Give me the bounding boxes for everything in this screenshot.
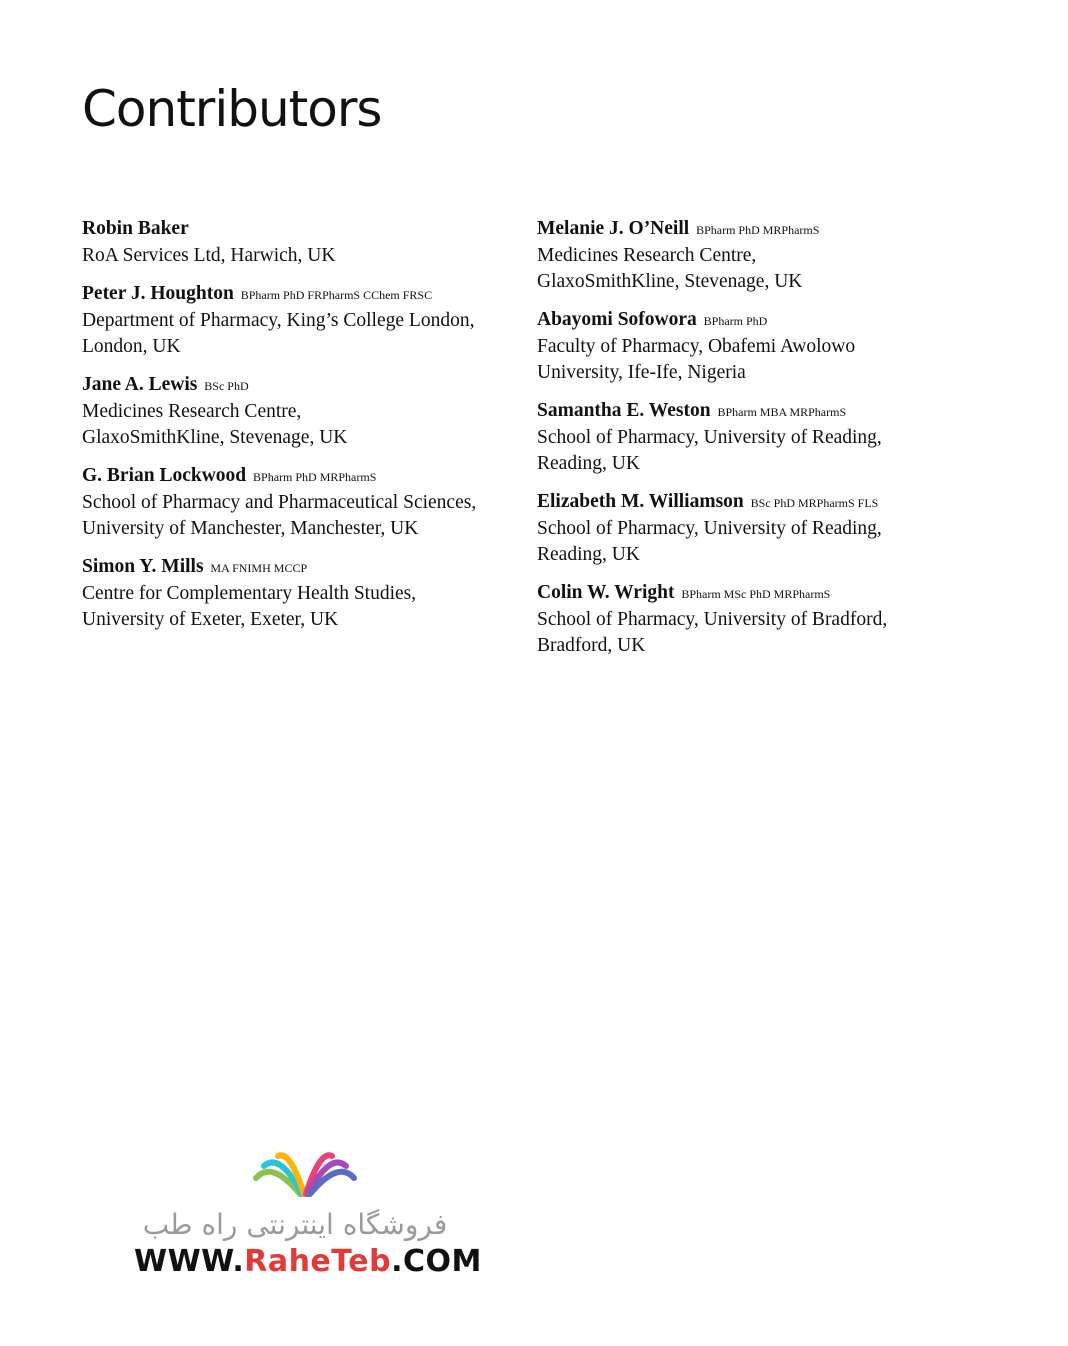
contributor-entry (537, 489, 977, 568)
contributor-affiliation: School of Pharmacy, University of Bradford, (537, 609, 888, 630)
contributor-affiliation: GlaxoSmithKline, Stevenage, UK (537, 271, 803, 292)
contributor-affiliation: GlaxoSmithKline, Stevenage, UK (82, 427, 348, 448)
contributor-qualifications: MA FNIMH MCCP (210, 561, 308, 575)
contributors-right-column (537, 216, 977, 671)
contributor-qualifications: BSc PhD MRPharmS FLS (750, 496, 879, 510)
contributor-entry (537, 580, 977, 659)
contributor-affiliation: Department of Pharmacy, King’s College London, (82, 310, 475, 331)
contributor-qualifications: BPharm MSc PhD MRPharmS (681, 587, 831, 601)
contributor-entry (537, 307, 977, 386)
contributor-affiliation: London, UK (82, 336, 181, 357)
contributor-qualifications: BPharm PhD FRPharmS CChem FRSC (240, 288, 433, 302)
contributor-affiliation: University of Manchester, Manchester, UK (82, 518, 419, 539)
open-book-icon (250, 1148, 360, 1200)
contributor-affiliation: Medicines Research Centre, (82, 401, 302, 422)
contributor-affiliation: Centre for Complementary Health Studies, (82, 583, 417, 604)
watermark-url-brand: RaheTeb (244, 1244, 392, 1279)
contributor-entry (537, 398, 977, 477)
watermark-url-prefix: WWW. (134, 1244, 245, 1279)
contributor-name: Simon Y. Mills (82, 556, 204, 577)
contributor-affiliation: School of Pharmacy, University of Reading, (537, 518, 882, 539)
contributor-qualifications: BPharm PhD MRPharmS (696, 223, 820, 237)
contributor-entry (82, 372, 522, 451)
contributor-qualifications: BPharm MBA MRPharmS (717, 405, 847, 419)
contributor-qualifications: BPharm PhD MRPharmS (253, 470, 377, 484)
contributor-name: Samantha E. Weston (537, 400, 711, 421)
watermark-url-suffix: .COM (391, 1244, 482, 1279)
contributor-affiliation: Medicines Research Centre, (537, 245, 757, 266)
contributor-name: Peter J. Houghton (82, 283, 234, 304)
contributor-name: Robin Baker (82, 218, 189, 239)
contributor-entry (82, 281, 522, 360)
watermark-persian-text: فروشگاه اینترنتی راه طب (142, 1208, 448, 1241)
contributor-entry (82, 554, 522, 633)
contributor-affiliation: School of Pharmacy and Pharmaceutical Sciences, (82, 492, 477, 513)
contributor-qualifications: BSc PhD (204, 379, 249, 393)
page-title: Contributors (82, 80, 382, 138)
contributor-affiliation: Faculty of Pharmacy, Obafemi Awolowo (537, 336, 856, 357)
raheteb-watermark-logo (130, 1148, 482, 1288)
contributor-entry (82, 216, 522, 269)
contributor-name: Jane A. Lewis (82, 374, 198, 395)
contributor-affiliation: University, Ife-Ife, Nigeria (537, 362, 746, 383)
contributor-affiliation: School of Pharmacy, University of Reading, (537, 427, 882, 448)
contributor-name: G. Brian Lockwood (82, 465, 247, 486)
contributor-affiliation: Reading, UK (537, 544, 640, 565)
contributor-name: Melanie J. O’Neill (537, 218, 690, 239)
contributor-affiliation: Bradford, UK (537, 635, 646, 656)
contributor-entry (537, 216, 977, 295)
watermark-url (134, 1244, 482, 1279)
contributor-name: Colin W. Wright (537, 582, 675, 603)
contributor-affiliation: University of Exeter, Exeter, UK (82, 609, 339, 630)
contributor-entry (82, 463, 522, 542)
contributor-affiliation: Reading, UK (537, 453, 640, 474)
contributor-name: Elizabeth M. Williamson (537, 491, 744, 512)
contributor-affiliation: RoA Services Ltd, Harwich, UK (82, 245, 336, 266)
contributors-left-column (82, 216, 522, 645)
contributor-name: Abayomi Sofowora (537, 309, 697, 330)
contributor-qualifications: BPharm PhD (703, 314, 768, 328)
